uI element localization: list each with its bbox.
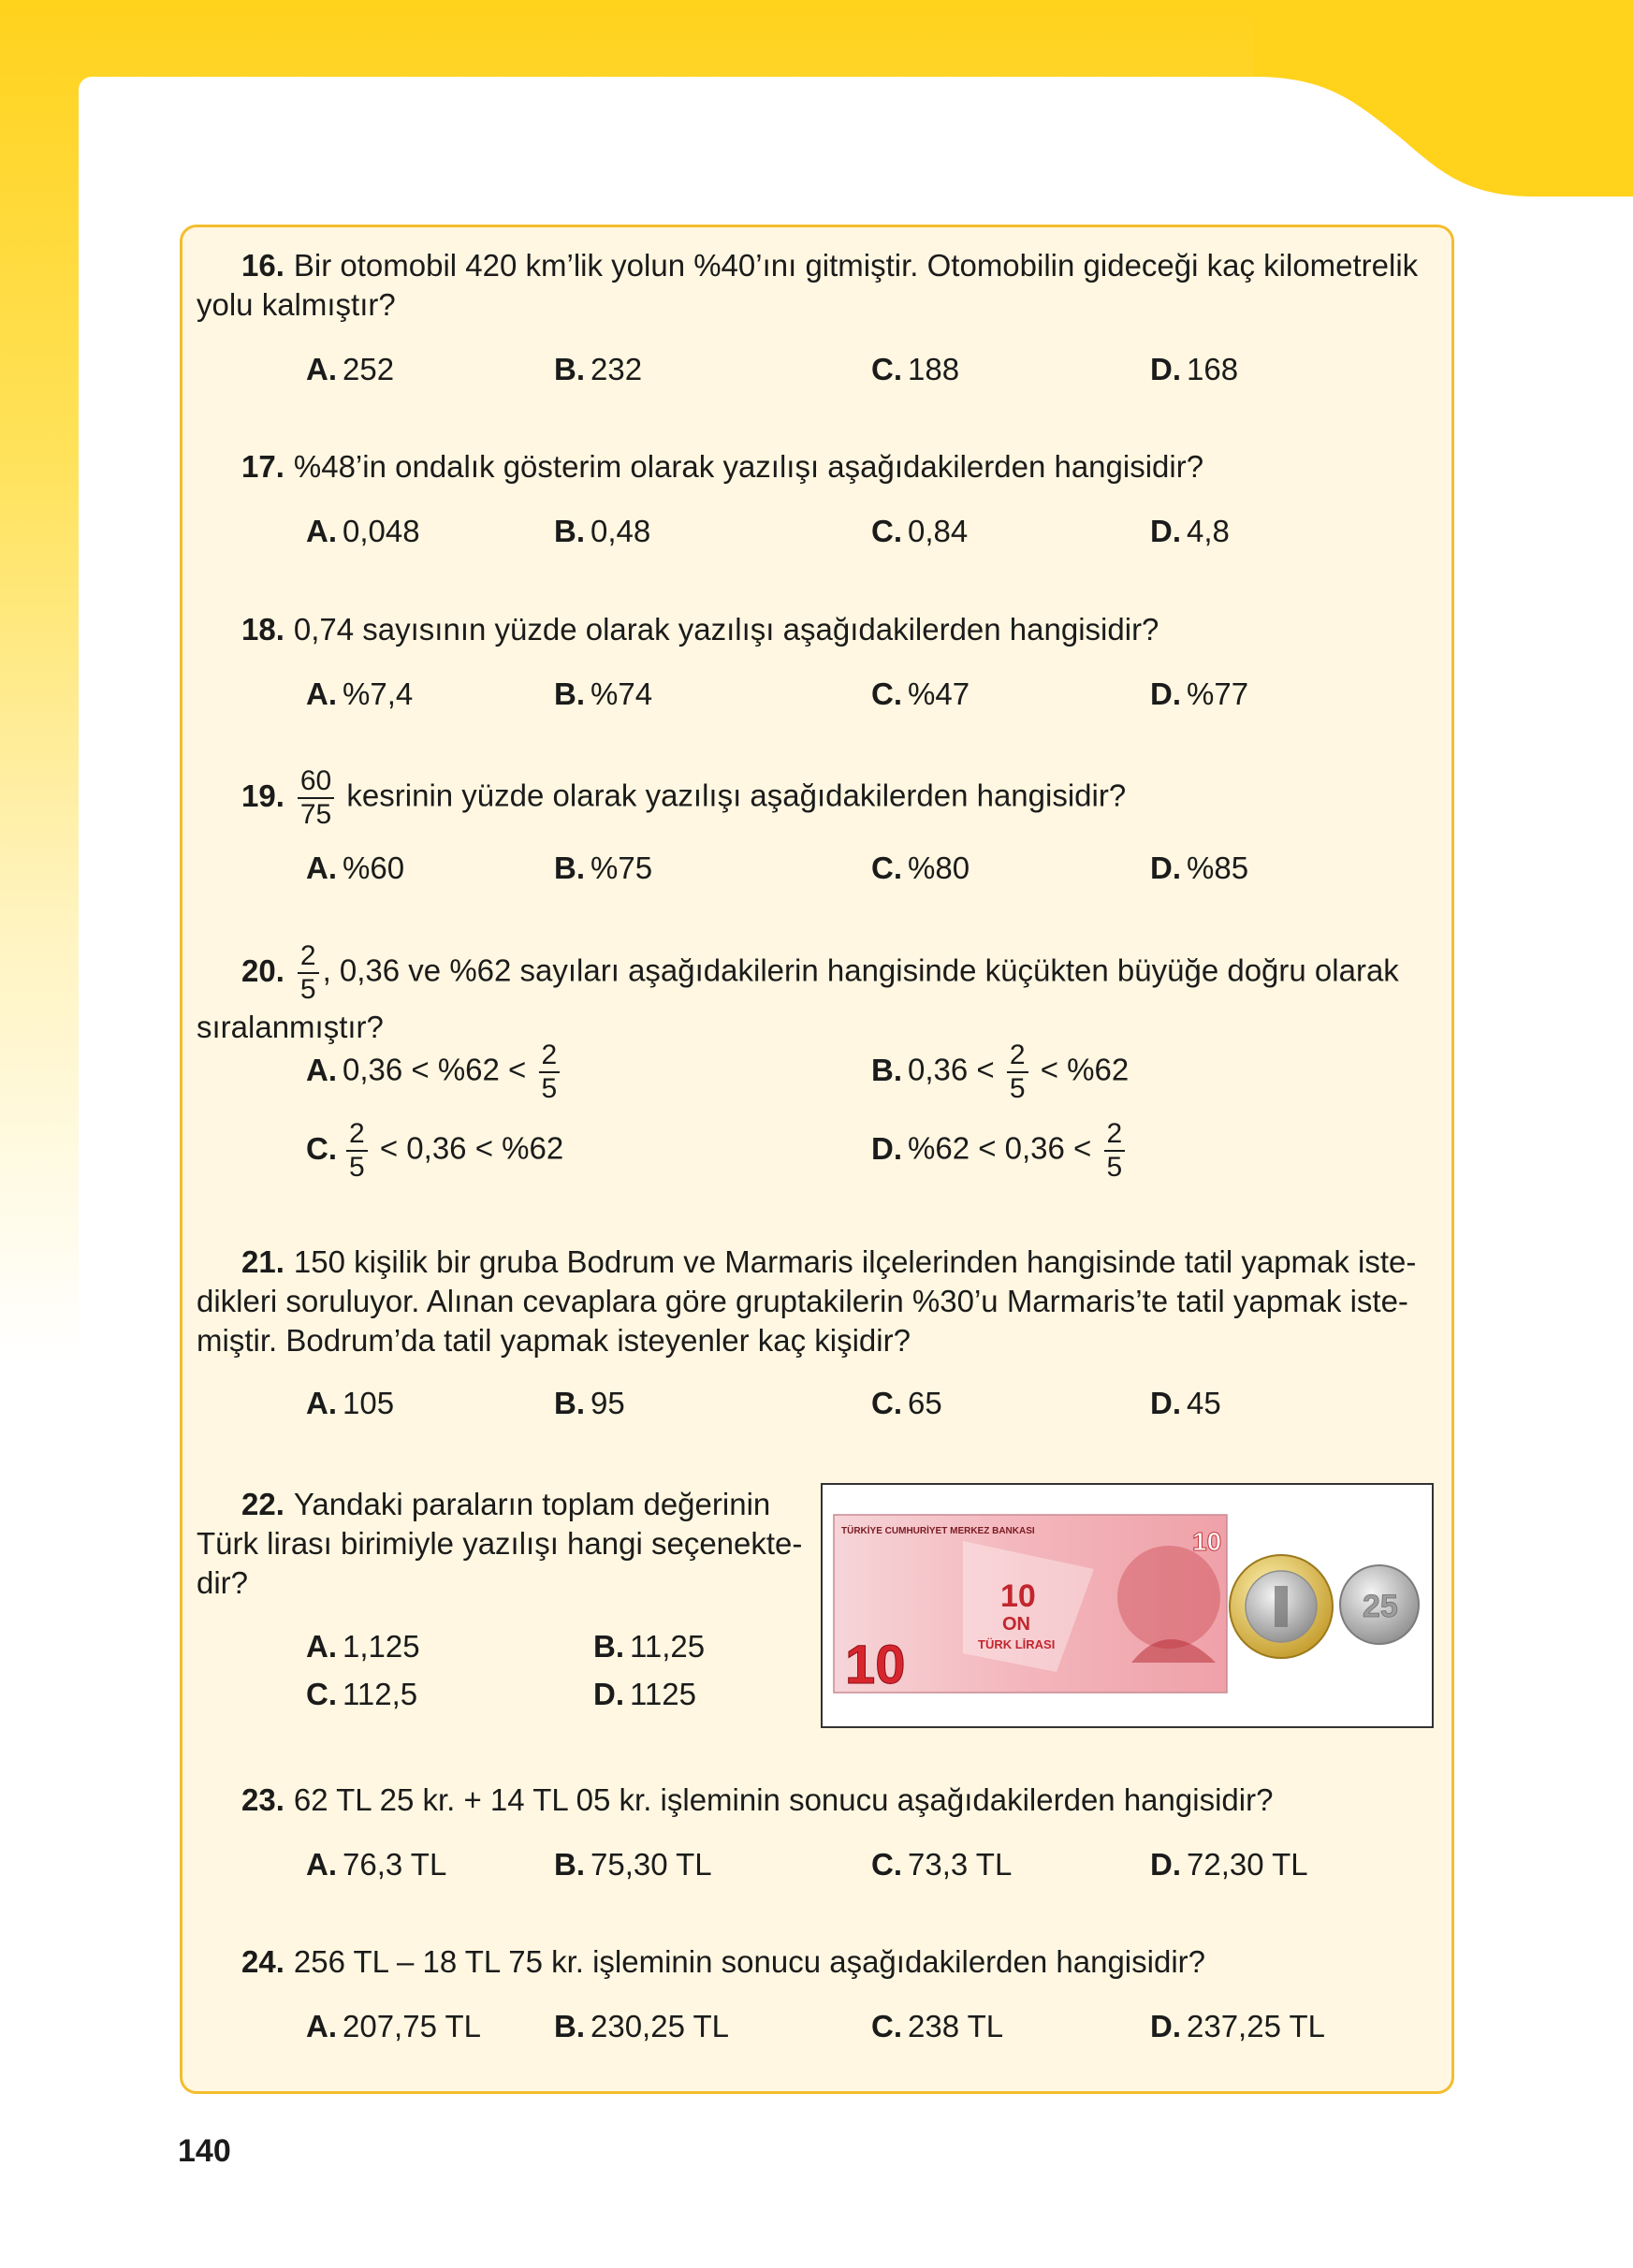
question-number: 20. <box>241 952 284 988</box>
option-a[interactable]: A. 207,75 TL <box>306 2009 482 2043</box>
option-d[interactable]: D. 72,30 TL <box>1150 1847 1308 1882</box>
question-text: 62 TL 25 kr. + 14 TL 05 kr. işleminin sonucu aşağıdakilerden hangisidir? <box>293 1782 1274 1817</box>
option-d[interactable]: D. 45 <box>1150 1386 1221 1420</box>
banknote-center-value: 10 <box>1000 1578 1036 1614</box>
option-a[interactable]: A. %60 <box>306 850 405 885</box>
money-illustration <box>821 1483 1434 1728</box>
banknote-big-value: 10 <box>845 1635 906 1695</box>
question-20 <box>241 942 1399 1004</box>
banknote-10-tl <box>834 1515 1227 1695</box>
question-text: 150 kişilik bir gruba Bodrum ve Marmaris ilçelerinden hangisinde tatil yapmak iste- <box>293 1244 1417 1279</box>
question-18 <box>241 610 1159 649</box>
option-a[interactable]: A. 0,36 < %62 < $\frac{2}{5}$ <box>306 1041 563 1103</box>
banknote-corner-value: 10 <box>1192 1527 1222 1556</box>
option-c[interactable]: C. 0,84 <box>871 514 969 548</box>
question-24 <box>241 1942 1205 1982</box>
question-number: 18. <box>241 612 284 647</box>
banknote-center-word: ON <box>1002 1614 1030 1635</box>
question-text: %48’in ondalık gösterim olarak yazılışı aşağıdakilerden hangisidir? <box>293 449 1204 484</box>
option-b[interactable]: B. %74 <box>554 676 653 711</box>
question-number: 21. <box>241 1244 284 1279</box>
option-c[interactable]: C. %47 <box>871 676 970 711</box>
option-c[interactable]: C. 238 TL <box>871 2009 1004 2043</box>
question-number: 24. <box>241 1944 284 1979</box>
fraction: $\frac{60}{75}$ <box>298 767 334 829</box>
option-a[interactable]: A. 252 <box>306 352 395 386</box>
coin-value: 25 <box>1363 1589 1398 1624</box>
fraction: $\frac{2}{5}$ <box>1104 1120 1126 1182</box>
question-22-line3: dir? <box>197 1565 249 1600</box>
option-b[interactable]: B. 75,30 TL <box>554 1847 712 1882</box>
page-number: 140 <box>178 2133 231 2169</box>
question-text: Yandaki paraların toplam değerinin <box>293 1487 771 1521</box>
question-text: 0,74 sayısının yüzde olarak yazılışı aşağıdakilerden hangisidir? <box>293 612 1159 647</box>
question-21-line2: dikleri soruluyor. Alınan cevaplara göre gruptakilerin %30’u Marmaris’te tatil yapmak iste- <box>197 1284 1408 1318</box>
option-a[interactable]: A. 76,3 TL <box>306 1847 447 1882</box>
header-tab-shape <box>0 0 1633 206</box>
option-a[interactable]: A. 0,048 <box>306 514 420 548</box>
question-number: 17. <box>241 449 284 484</box>
bank-name: TÜRKİYE CUMHURİYET MERKEZ BANKASI <box>841 1526 1035 1536</box>
option-c[interactable]: C. 112,5 <box>306 1677 418 1711</box>
question-text: Bir otomobil 420 km’lik yolun %40’ını gitmiştir. Otomobilin gideceği kaç kilometrelik <box>293 248 1419 283</box>
question-23 <box>241 1781 1273 1820</box>
question-16 <box>241 246 1418 285</box>
option-d[interactable]: D. %62 < 0,36 < $\frac{2}{5}$ <box>871 1120 1129 1182</box>
question-16-line2: yolu kalmıştır? <box>197 287 396 322</box>
question-17 <box>241 447 1203 487</box>
money-svg <box>823 1485 1432 1726</box>
option-d[interactable]: D. %85 <box>1150 850 1249 885</box>
option-c[interactable]: C. %80 <box>871 850 970 885</box>
question-21 <box>197 1243 1436 1282</box>
portrait-icon <box>1117 1546 1220 1649</box>
fraction: $\frac{2}{5}$ <box>539 1041 561 1103</box>
option-d[interactable]: D. 168 <box>1150 352 1239 386</box>
option-b[interactable]: B. 0,48 <box>554 514 651 548</box>
question-number: 16. <box>241 248 284 283</box>
option-d[interactable]: D. 1125 <box>593 1677 696 1711</box>
question-22-line2: Türk lirası birimiyle yazılışı hangi seçenekte- <box>197 1526 803 1561</box>
fraction: $\frac{2}{5}$ <box>298 942 319 1004</box>
option-b[interactable]: B. 95 <box>554 1386 625 1420</box>
question-number: 22. <box>241 1487 284 1521</box>
option-c[interactable]: C. 188 <box>871 352 960 386</box>
option-b[interactable]: B. 11,25 <box>593 1629 706 1664</box>
question-number: 23. <box>241 1782 284 1817</box>
banknote-currency: TÜRK LİRASI <box>978 1637 1056 1651</box>
option-b[interactable]: B. 232 <box>554 352 643 386</box>
question-20-line2: sıralanmıştır? <box>197 1010 384 1044</box>
fraction: $\frac{2}{5}$ <box>346 1120 368 1182</box>
coin-1-tl <box>1230 1555 1333 1658</box>
coin-25-kurus <box>1340 1565 1419 1644</box>
option-a[interactable]: A. %7,4 <box>306 676 414 711</box>
question-text: , 0,36 ve %62 sayıları aşağıdakilerin hangisinde küçükten büyüğe doğru olarak <box>322 952 1399 988</box>
option-a[interactable]: A. 105 <box>306 1386 395 1420</box>
option-b[interactable]: B. 230,25 TL <box>554 2009 730 2043</box>
option-d[interactable]: D. 4,8 <box>1150 514 1230 548</box>
option-b[interactable]: B. 0,36 < $\frac{2}{5}$ < %62 <box>871 1040 1130 1104</box>
option-a[interactable]: A. 1,125 <box>306 1629 420 1664</box>
question-text: kesrinin yüzde olarak yazılışı aşağıdakilerden hangisidir? <box>346 778 1127 813</box>
question-21-line3: miştir. Bodrum’da tatil yapmak isteyenler kaç kişidir? <box>197 1323 911 1358</box>
question-19 <box>241 767 1126 829</box>
option-c[interactable]: C. 73,3 TL <box>871 1847 1013 1882</box>
option-b[interactable]: B. %75 <box>554 850 653 885</box>
option-d[interactable]: D. %77 <box>1150 676 1249 711</box>
fraction: $\frac{2}{5}$ <box>1007 1041 1028 1103</box>
question-text: 256 TL – 18 TL 75 kr. işleminin sonucu aşağıdakilerden hangisidir? <box>293 1944 1205 1979</box>
question-22 <box>241 1485 770 1524</box>
option-c[interactable]: C. $\frac{2}{5}$ < 0,36 < %62 <box>306 1118 564 1183</box>
option-c[interactable]: C. 65 <box>871 1386 942 1420</box>
option-d[interactable]: D. 237,25 TL <box>1150 2009 1326 2043</box>
question-number: 19. <box>241 778 284 813</box>
